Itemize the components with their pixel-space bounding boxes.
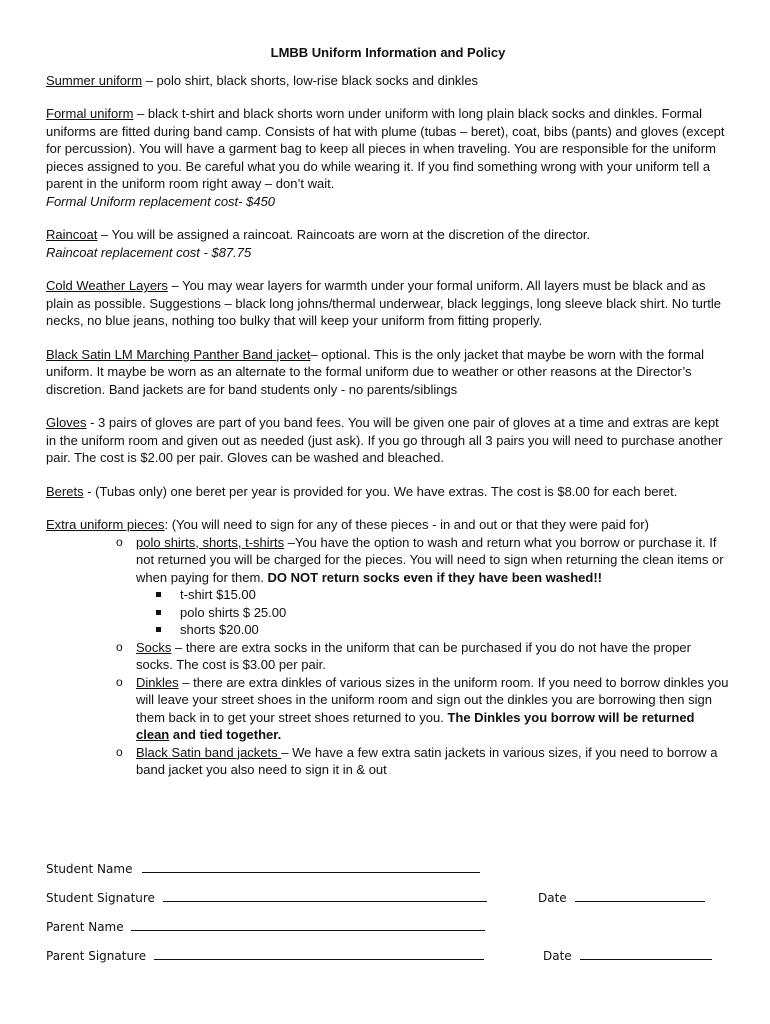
berets-paragraph [46,483,730,501]
price-list [136,586,730,639]
extra-pieces-label: Extra uniform pieces [46,517,165,532]
list-item [46,534,730,639]
parent-name-row [46,918,485,934]
extra-item-text: –You have the option to wash and return what you borrow or purchase it. If not returned you will be charged for the pieces. You will need to sign when returning the clean items or when paying for them. [136,534,724,585]
extra-item-warning: DO NOT return socks even if they have been washed!! [267,569,603,585]
band-jacket-paragraph [46,346,730,399]
student-date-line[interactable] [575,889,705,902]
raincoat-cost: Raincoat replacement cost - $87.75 [46,244,252,260]
extra-item-text: – there are extra dinkles of various sizes in the uniform room. If you need to borrow dinkles you will leave your street shoes in the uniform room and sign out the dinkles you are borrowing then sign them back in to get your street shoes returned to you. [136,674,729,725]
parent-date-row [543,947,712,963]
extra-item-text: – We have a few extra satin jackets in various sizes, if you need to borrow a band jacket you also need to sign it in & out [136,744,718,777]
gloves-label: Gloves [46,415,87,430]
student-name-label: Student Name [46,862,133,876]
gloves-paragraph [46,414,730,467]
summer-uniform-label: Summer uniform [46,72,143,88]
extra-item-bold: The Dinkles you borrow will be returned [447,709,695,725]
page-title: LMBB Uniform Information and Policy [270,45,506,60]
document-body [46,44,730,779]
extra-item-text: – there are extra socks in the uniform that can be purchased if you do not have the proper socks. The cost is $3.00 per pair. [136,639,691,672]
extra-pieces-paragraph [46,516,730,534]
summer-uniform-text: – polo shirt, black shorts, low-rise black socks and dinkles [142,72,479,88]
berets-text: - (Tubas only) one beret per year is provided for you. We have extras. The cost is $8.00 for each beret. [83,483,678,499]
student-name-row [46,860,480,876]
circle-bullet-icon: o [116,639,123,654]
raincoat-text: – You will be assigned a raincoat. Raincoats are worn at the discretion of the director. [97,227,591,242]
parent-name-line[interactable] [131,918,485,931]
student-signature-line[interactable] [163,889,487,902]
extra-item-label: Socks [136,639,172,655]
formal-uniform-text: – black t-shirt and black shorts worn under uniform with long plain black socks and dinkles. Formal uniforms are fitted during band camp. Consists of hat with plume (tubas – beret), coat, bibs (pants) and gloves (except for percussion). You will have a garment bag to keep all pieces in when traveling. You are responsible for the uniform pieces assigned to you. Be careful what you do while wearing it. If you find something wrong with your uniform tell a parent in the uniform room right away – don’t wait. [46,106,725,191]
band-jacket-text: – optional. This is the only jacket that maybe be worn with the formal uniform. It maybe be worn as an alternate to the formal uniform due to weather or other reasons at the Director’s discretion. Band jackets are for band students only - no parents/siblings [46,346,705,397]
extra-item-label: polo shirts, shorts, t-shirts [136,534,285,550]
gloves-text: - 3 pairs of gloves are part of you band fees. You will be given one pair of gloves at a time and extras are kept in the uniform room and given out as needed (just ask). If you go through all 3 pairs you will need to purchase another pair. The cost is $2.00 per pair. Gloves can be washed and bleached. [46,415,723,465]
extra-item-label: Dinkles [136,674,179,690]
cold-weather-paragraph [46,277,730,330]
raincoat-label: Raincoat [46,227,98,242]
list-item [46,674,730,744]
price-item [136,604,730,622]
extra-pieces-text: : (You will need to sign for any of these pieces - in and out or that they were paid for) [164,517,649,532]
formal-uniform-label: Formal uniform [46,106,134,121]
list-item [46,744,730,779]
parent-name-label: Parent Name [46,920,124,934]
student-date-row [538,889,705,905]
extra-item-bold-end: and tied together. [169,727,282,742]
circle-bullet-icon: o [116,674,123,689]
berets-label: Berets [46,483,84,499]
circle-bullet-icon: o [116,534,123,549]
price-text: shorts $20.00 [180,622,259,637]
summer-uniform-paragraph [46,72,730,90]
extra-item-label: Black Satin band jackets [136,744,282,760]
parent-signature-row [46,947,484,963]
student-name-line[interactable] [142,860,480,873]
parent-signature-label: Parent Signature [46,949,147,963]
square-bullet-icon [156,592,161,597]
extra-item-bold-underline: clean [136,727,170,742]
formal-uniform-paragraph [46,105,730,210]
list-item [46,639,730,674]
student-signature-label: Student Signature [46,891,155,905]
price-item [136,586,730,604]
price-item [136,621,730,639]
parent-date-line[interactable] [580,947,712,960]
circle-bullet-icon: o [116,744,123,759]
square-bullet-icon [156,610,161,615]
cold-weather-label: Cold Weather Layers [46,278,168,293]
student-date-label: Date [538,891,567,905]
parent-signature-line[interactable] [154,947,484,960]
price-text: polo shirts $ 25.00 [180,604,287,620]
formal-uniform-cost: Formal Uniform replacement cost- $450 [46,193,276,209]
extra-pieces-list [46,534,730,779]
square-bullet-icon [156,627,161,632]
cold-weather-text: – You may wear layers for warmth under your formal uniform. All layers must be black and as plain as possible. Suggestions – black long johns/thermal underwear, black leggings, long sleeve black shirt. No turtle necks, no blue jeans, nothing too bulky that will keep your uniform from fitting properly. [46,278,721,328]
price-text: t-shirt $15.00 [180,587,256,602]
student-signature-row [46,889,487,905]
band-jacket-label: Black Satin LM Marching Panther Band jacket [46,346,311,362]
raincoat-paragraph [46,226,730,261]
parent-date-label: Date [543,949,572,963]
